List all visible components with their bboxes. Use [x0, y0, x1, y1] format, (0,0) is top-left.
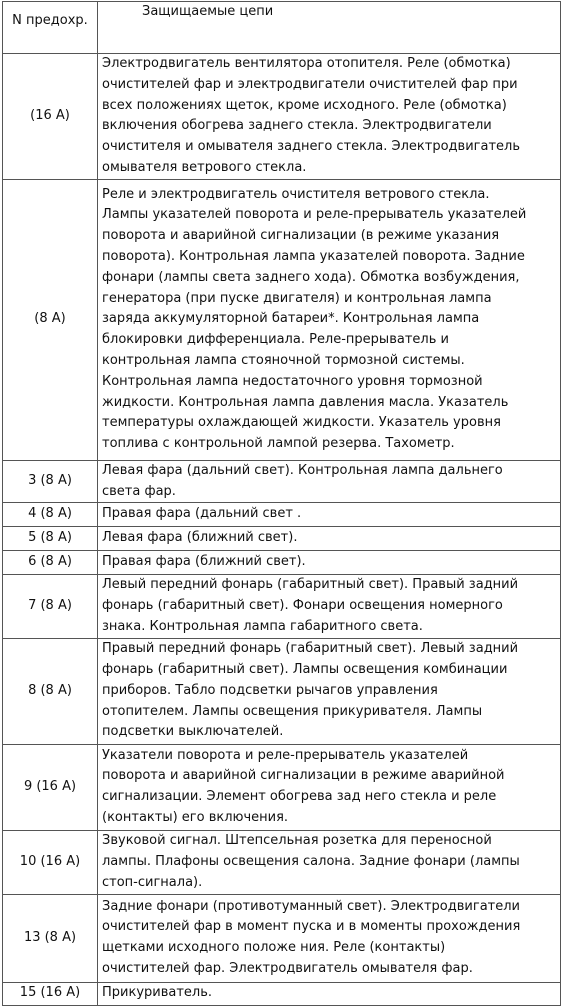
fuse-cell: 9 (16 А) [3, 744, 98, 830]
circuits-column-header-label: Защищаемые цепи [142, 4, 274, 19]
fuse-column-header: N предохр. [3, 2, 98, 54]
fuse-cell: 3 (8 А) [3, 460, 98, 503]
table-row [3, 638, 561, 744]
circuits-cell [98, 638, 561, 744]
table-header-row [3, 2, 561, 54]
circuits-cell [98, 460, 561, 503]
circuits-text: Левый передний фонарь (габаритный свет). Правый задний фонарь (габаритный свет). Фонари освещения номерного знака. Контрольная лампа габаритного света. [102, 577, 519, 634]
circuits-text: Правая фара (дальний свет . [102, 506, 302, 522]
table-row [3, 54, 561, 180]
circuits-text: Электродвигатель вентилятора отопителя. Реле (обмотка) очистителей фар и электродвигатели очистителей фар при всех положениях щеток, кроме исходного. Реле (обмотка) включения обогрева заднего стекла. Электродвигатели очистителя и омывателя заднего стекла. Электродвигатель омывателя ветрового стекла. [102, 56, 520, 175]
circuits-cell [98, 894, 561, 982]
fuse-cell: 10 (16 А) [3, 830, 98, 894]
circuits-text: Задние фонари (противотуманный свет). Электродвигатели очистителей фар в момент пуска и в моменты прохождения щетками исходного положе ния. Реле (контакты) очистителей фар. Электродвигатель омывателя фар. [102, 898, 521, 977]
circuits-cell [98, 551, 561, 575]
table-row [3, 982, 561, 1005]
fuse-table [2, 1, 561, 1006]
fuse-cell: (16 А) [3, 54, 98, 180]
circuits-text: Указатели поворота и реле-прерыватель указателей поворота и аварийной сигнализации в режиме аварийной сигнализации. Элемент обогрева зад него стекла и реле (контакты) его включения. [102, 747, 505, 826]
fuse-cell: 4 (8 А) [3, 503, 98, 527]
circuits-text: Правый передний фонарь (габаритный свет). Левый задний фонарь (габаритный свет). Лампы освещения комбинации приборов. Табло подсветки рычагов управления отопителем. Лампы освещения прикуривателя. Лампы подсветки выключателей. [102, 641, 519, 740]
fuse-cell: 7 (8 А) [3, 575, 98, 638]
circuits-text: Звуковой сигнал. Штепсельная розетка для переносной лампы. Плафоны освещения салона. Задние фонари (лампы стоп-сигнала). [102, 833, 520, 890]
table-row [3, 179, 561, 460]
circuits-text: Прикуриватель. [102, 985, 213, 1001]
fuse-cell: 8 (8 А) [3, 638, 98, 744]
table-row [3, 551, 561, 575]
circuits-text: Правая фара (ближний свет). [102, 554, 306, 570]
circuits-cell [98, 527, 561, 551]
table-row [3, 460, 561, 503]
table-row [3, 503, 561, 527]
circuits-cell [98, 179, 561, 460]
circuits-cell [98, 744, 561, 830]
circuits-cell [98, 830, 561, 894]
circuits-column-header [98, 2, 561, 54]
table-row [3, 744, 561, 830]
circuits-text: Реле и электродвигатель очистителя ветрового стекла. Лампы указателей поворота и реле-прерыватель указателей поворота и аварийной сигнализации (в режиме указания поворота). Контрольная лампа указателей поворота. Задние фонари (лампы света заднего хода). Обмотка возбуждения, генератора (при пуске двигателя) и контрольная лампа заряда аккумуляторной батареи*. Контрольная лампа блокировки дифференциала. Реле-прерыватель и контрольная лампа стояночной тормозной системы. Контрольная лампа недостаточного уровня тормозной жидкости. Контрольная лампа давления масла. Указатель температуры охлаждающей жидкости. Указатель уровня топлива с контрольной лампой резерва. Тахометр. [102, 186, 527, 452]
fuse-cell: 6 (8 А) [3, 551, 98, 575]
circuits-text: Левая фара (ближний свет). [102, 530, 298, 546]
circuits-cell [98, 982, 561, 1005]
circuits-cell [98, 54, 561, 180]
fuse-cell: (8 А) [3, 179, 98, 460]
fuse-cell: 5 (8 А) [3, 527, 98, 551]
table-row [3, 830, 561, 894]
circuits-cell [98, 503, 561, 527]
table-row [3, 894, 561, 982]
circuits-text: Левая фара (дальний свет). Контрольная лампа дальнего света фар. [102, 462, 503, 499]
table-row [3, 527, 561, 551]
fuse-cell: 13 (8 А) [3, 894, 98, 982]
table-row [3, 575, 561, 638]
fuse-cell: 15 (16 А) [3, 982, 98, 1005]
circuits-cell [98, 575, 561, 638]
